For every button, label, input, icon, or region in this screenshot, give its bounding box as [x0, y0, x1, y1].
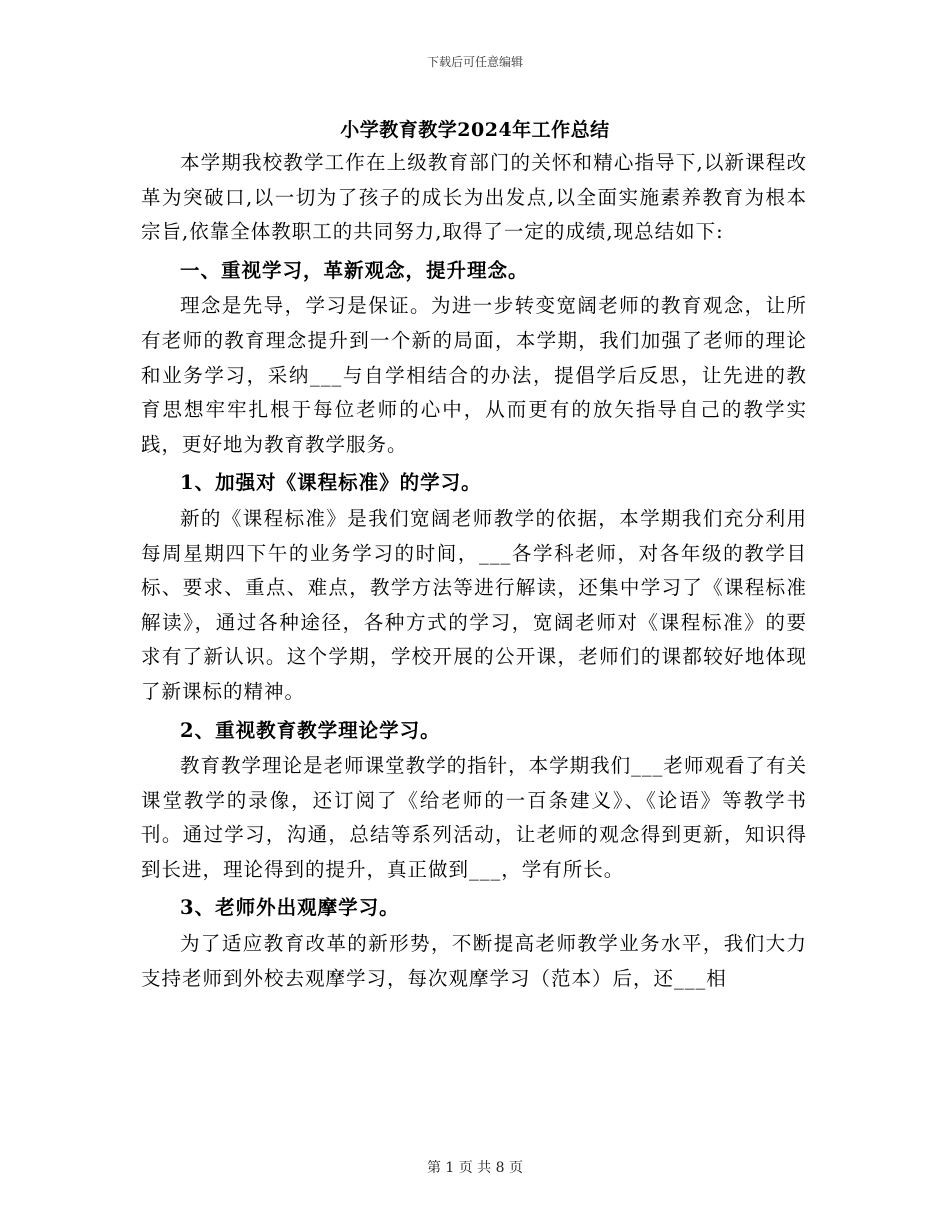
document-title: 小学教育教学2024年工作总结: [340, 119, 610, 141]
section-1-paragraph: 理念是先导，学习是保证。为进一步转变宽阔老师的教育观念，让所有老师的教育理念提升到一个新的局面，本学期，我们加强了老师的理论和业务学习，采纳___与自学相结合的办法，提倡学后反思，让先进的教育思想牢牢扎根于每位老师的心中，从而更有的放矢指导自己的教学实践，更好地为教育教学服务。: [141, 294, 807, 456]
subsection-2-paragraph: 教育教学理论是老师课堂教学的指针，本学期我们___老师观看了有关课堂教学的录像，还订阅了《给老师的一百条建义》、《论语》等教学书刊。通过学习，沟通，总结等系列活动，让老师的观念得到更新，知识得到长进，理论得到的提升，真正做到___，学有所长。: [141, 754, 807, 881]
subsection-heading-1: 1、加强对《课程标准》的学习。: [180, 471, 482, 495]
page-footer: 第 1 页 共 8 页: [426, 1160, 524, 1176]
document-body: [141, 146, 807, 996]
subsection-1-paragraph: 新的《课程标准》是我们宽阔老师教学的依据，本学期我们充分利用每周星期四下午的业务学习的时间，___各学科老师，对各年级的教学目标、要求、重点、难点，教学方法等进行解读，还集中学习了《课程标准解读》，通过各种途径，各种方式的学习，宽阔老师对《课程标准》的要求有了新认识。这个学期，学校开展的公开课，老师们的课都较好地体现了新课标的精神。: [141, 506, 807, 703]
subsection-3-paragraph: 为了适应教育改革的新形势，不断提高老师教学业务水平，我们大力支持老师到外校去观摩学习，每次观摩学习（范本）后，还___相: [141, 932, 807, 990]
header-note: 下载后可任意编辑: [426, 55, 523, 69]
subsection-heading-3: 3、老师外出观摩学习。: [180, 896, 400, 920]
intro-paragraph: 本学期我校教学工作在上级教育部门的关怀和精心指导下,以新课程改革为突破口,以一切为了孩子的成长为出发点,以全面实施素养教育为根本宗旨,依靠全体教职工的共同努力,取得了一定的成绩,现总结如下:: [141, 151, 807, 244]
section-heading-1: 一、重视学习，革新观念，提升理念。: [180, 258, 529, 282]
subsection-heading-2: 2、重视教育教学理论学习。: [180, 718, 441, 742]
